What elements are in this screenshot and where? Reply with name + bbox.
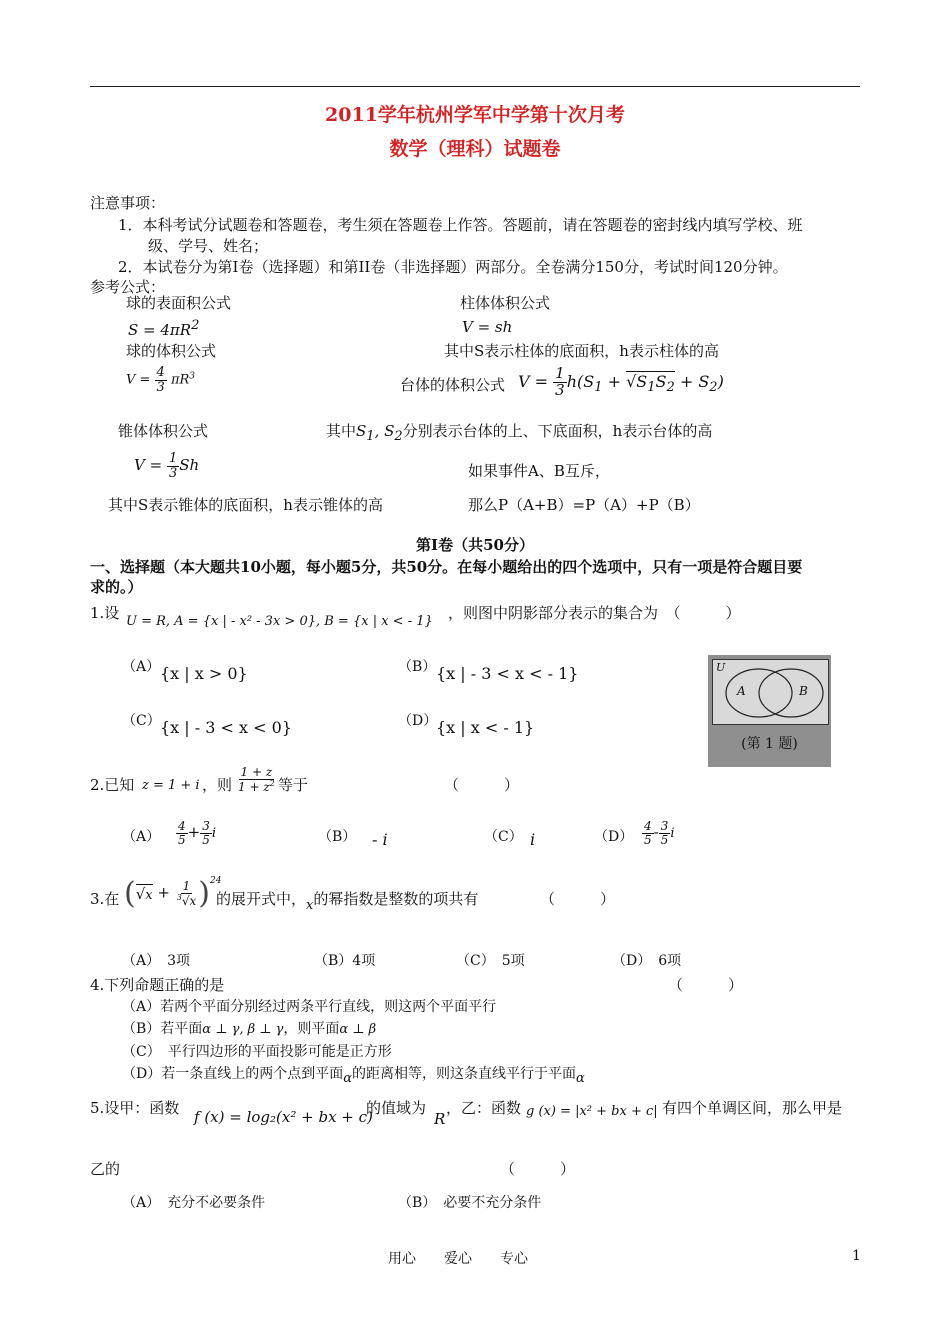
events-formula: 那么P（A+B）=P（A）+P（B） [468, 496, 700, 514]
prism-formula: V = sh [462, 318, 513, 336]
q2-option-b: - i [372, 830, 388, 849]
q3-suffix: 的展开式中，x的幂指数是整数的项共有 [216, 890, 479, 913]
q5-range: R [434, 1110, 446, 1128]
sphere-volume-label: 球的体积公式 [126, 342, 217, 360]
q2-option-d-label: （D） [594, 829, 634, 845]
q2-expression: $\frac{1 + z}{1 + z^2}$ [238, 765, 275, 794]
q2-mid: ，则 [202, 776, 233, 794]
q2-given: z = 1 + i [142, 778, 200, 793]
q5-f: f (x) = log₂(x² + bx + c) [194, 1108, 373, 1126]
q2-option-c-label: （C） [484, 829, 523, 845]
q3-option-b: （B）4项 [314, 953, 376, 969]
q1-option-b-label: （B） [398, 659, 437, 675]
venn-figure [708, 655, 831, 767]
sphere-area-label: 球的表面积公式 [126, 294, 232, 312]
q1-suffix: ，则图中阴影部分表示的集合为 （ ） [448, 604, 741, 622]
q5-option-a: （A） 充分不必要条件 [122, 1195, 266, 1211]
section-title: 第I卷（共50分） [416, 536, 534, 554]
venn-label-u: U [716, 661, 726, 674]
q1-option-d: {x | x < - 1} [436, 718, 535, 737]
venn-label-b: B [799, 684, 808, 698]
q5-mid2: ，乙：函数 [446, 1099, 522, 1117]
sphere-area-formula: $S = 4\pi R^2$ [128, 318, 200, 339]
q3-option-d: （D） 6项 [612, 953, 682, 969]
exam-subtitle: 数学（理科）试题卷 [389, 138, 561, 160]
q5-paren: （ ） [500, 1160, 576, 1178]
q3-option-a: （A） 3项 [122, 953, 191, 969]
notice-item-1: 1．本科考试分试题卷和答题卷，考生须在答题卷上作答。答题前，请在答题卷的密封线内填写学校、班 [118, 216, 803, 234]
q2-prefix: 2.已知 [90, 776, 135, 794]
q2-option-b-label: （B） [318, 829, 357, 845]
notice-heading: 注意事项： [90, 194, 166, 212]
q1-option-a: {x | x > 0} [160, 664, 248, 683]
q1-math: U = R, A = {x | - x² - 3x > 0}, B = {x | x < - 1} [126, 614, 433, 629]
q4-paren: （ ） [668, 976, 744, 994]
q2-suffix: 等于 [278, 776, 309, 794]
q1-option-a-label: （A） [122, 659, 161, 675]
frustum-formula: V = $\frac{1}{3}$ $h(S_1 + √S_1S_2 + S_2)$ [518, 364, 724, 399]
page-number: 1 [852, 1248, 861, 1264]
cone-note: 其中S表示锥体的底面积，h表示锥体的高 [108, 496, 383, 514]
cone-label: 锥体体积公式 [118, 422, 209, 440]
q1-stem: 1.设 [90, 604, 120, 622]
section-intro: 一、选择题（本大题共10小题，每小题5分，共50分。在每小题给出的四个选项中，只有一项是符合题目要 [90, 558, 803, 576]
venn-caption: (第 1 题) [741, 736, 798, 752]
q1-option-c: {x | - 3 < x < 0} [160, 718, 292, 737]
prism-note: 其中S表示柱体的底面积，h表示柱体的高 [444, 342, 719, 360]
q5-line2: 乙的 [90, 1160, 121, 1178]
prism-label: 柱体体积公式 [460, 294, 551, 312]
q2-option-a-label: （A） [122, 829, 161, 845]
events-label: 如果事件A、B互斥， [468, 462, 610, 480]
q3-option-c: （C） 5项 [456, 953, 525, 969]
notice-item-1-cont: 级、学号、姓名； [148, 237, 269, 255]
q1-option-b: {x | - 3 < x < - 1} [436, 664, 579, 683]
q3-binomial: (√x + $\frac{1}{^3√x}$ )$^{24}$ [124, 876, 222, 911]
q5-option-b: （B） 必要不充分条件 [398, 1195, 542, 1211]
q4-option-d: （D）若一条直线上的两个点到平面α的距离相等，则这条直线平行于平面α [122, 1066, 585, 1086]
cone-formula: V = $\frac{1}{3}$ Sh [134, 451, 200, 481]
q2-option-c: i [530, 830, 536, 849]
q3-prefix: 3.在 [90, 890, 120, 908]
footer-motto: 用心 爱心 专心 [388, 1251, 528, 1267]
header-rule [90, 86, 860, 87]
q1-option-c-label: （C） [122, 713, 161, 729]
q2-option-a: $\frac{4}{5}$ + $\frac{3}{5}$ i [178, 819, 217, 847]
q5-g: g (x) = |x² + bx + c| [526, 1104, 658, 1119]
venn-universe [712, 659, 829, 725]
notice-item-2: 2．本试卷分为第I卷（选择题）和第II卷（非选择题）两部分。全卷满分150分，考试时间120分钟。 [118, 258, 788, 276]
section-intro-cont: 求的。） [90, 578, 143, 596]
q5-mid: 的值域为 [366, 1099, 427, 1117]
sphere-volume-formula: V = $\frac{4}{3}$ $\pi R^3$ [126, 365, 196, 395]
venn-label-a: A [737, 684, 746, 698]
q5-suffix: 有四个单调区间，那么甲是 [662, 1099, 843, 1117]
q5-prefix: 5.设甲：函数 [90, 1099, 180, 1117]
q2-option-d: $\frac{4}{5}$ - $\frac{3}{5}$ i [644, 819, 675, 847]
q4-stem: 4.下列命题正确的是 [90, 976, 225, 994]
q1-option-d-label: （D） [398, 713, 438, 729]
frustum-label: 台体的体积公式 [400, 376, 506, 394]
q3-paren: （ ） [540, 890, 616, 908]
frustum-note: 其中$S_1$, $S_2$分别表示台体的上、下底面积，h表示台体的高 [326, 422, 713, 444]
formulas-heading: 参考公式： [90, 278, 166, 296]
venn-circles [713, 660, 828, 724]
q4-option-a: （A）若两个平面分别经过两条平行直线，则这两个平面平行 [122, 999, 497, 1015]
exam-title: 2011学年杭州学军中学第十次月考 [325, 104, 625, 126]
q2-paren: （ ） [444, 776, 520, 794]
q4-option-c: （C） 平行四边形的平面投影可能是正方形 [122, 1044, 392, 1060]
q4-option-b: （B）若平面α ⊥ γ, β ⊥ γ，则平面α ⊥ β [122, 1021, 377, 1037]
